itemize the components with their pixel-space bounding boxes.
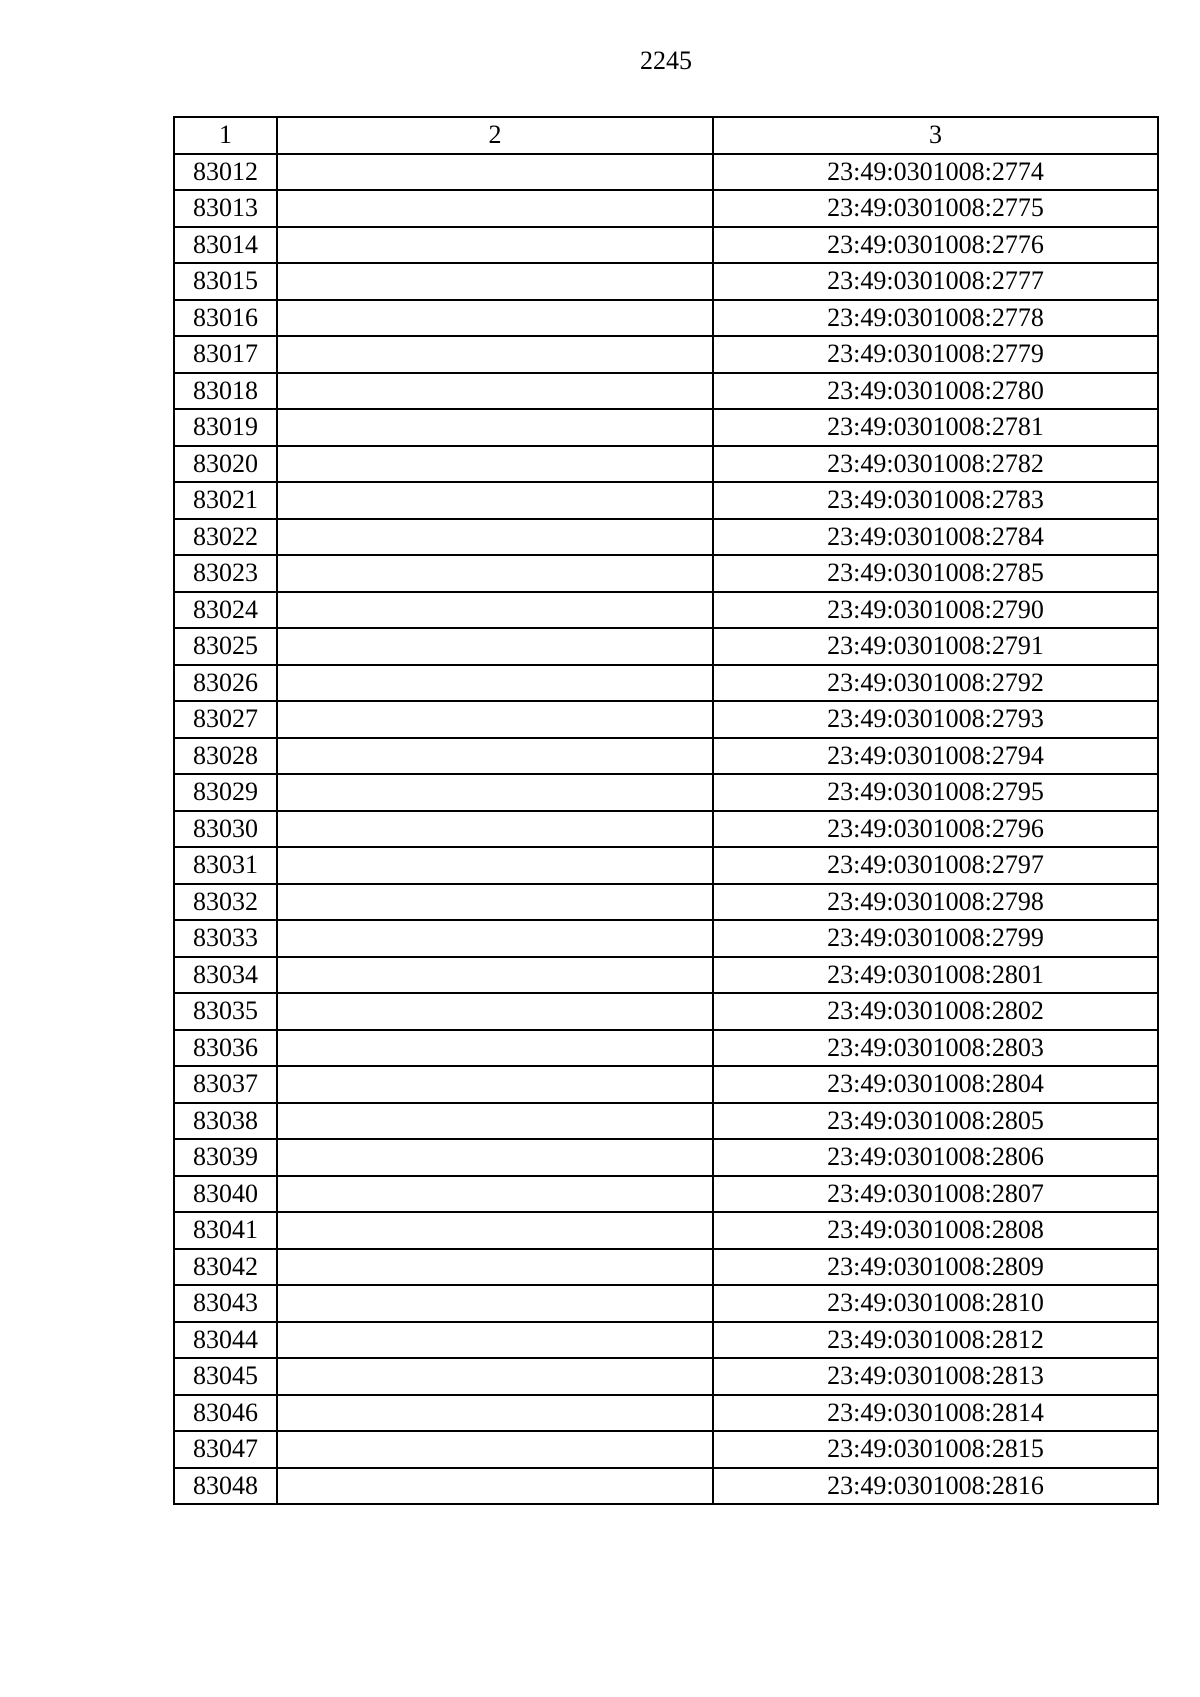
cadastral-number-cell: 23:49:0301008:2780 (713, 373, 1158, 410)
empty-cell (277, 519, 713, 556)
cadastral-number-cell: 23:49:0301008:2782 (713, 446, 1158, 483)
table-row (174, 1212, 1158, 1249)
table-row (174, 847, 1158, 884)
cadastral-number-cell: 23:49:0301008:2797 (713, 847, 1158, 884)
table-row (174, 1030, 1158, 1067)
empty-cell (277, 1322, 713, 1359)
cadastral-number-cell: 23:49:0301008:2810 (713, 1285, 1158, 1322)
table-row (174, 993, 1158, 1030)
table-row (174, 1176, 1158, 1213)
empty-cell (277, 701, 713, 738)
column-header-2: 2 (277, 117, 713, 154)
empty-cell (277, 1431, 713, 1468)
column-header-1: 1 (174, 117, 277, 154)
cadastral-number-cell: 23:49:0301008:2804 (713, 1066, 1158, 1103)
registry-table (173, 116, 1159, 1505)
table-row (174, 774, 1158, 811)
empty-cell (277, 920, 713, 957)
row-number-cell: 83031 (174, 847, 277, 884)
empty-cell (277, 1176, 713, 1213)
row-number-cell: 83025 (174, 628, 277, 665)
empty-cell (277, 1285, 713, 1322)
row-number-cell: 83021 (174, 482, 277, 519)
cadastral-number-cell: 23:49:0301008:2807 (713, 1176, 1158, 1213)
table-row (174, 665, 1158, 702)
table-row (174, 628, 1158, 665)
row-number-cell: 83024 (174, 592, 277, 629)
empty-cell (277, 446, 713, 483)
empty-cell (277, 482, 713, 519)
empty-cell (277, 884, 713, 921)
row-number-cell: 83019 (174, 409, 277, 446)
row-number-cell: 83045 (174, 1358, 277, 1395)
cadastral-number-cell: 23:49:0301008:2784 (713, 519, 1158, 556)
table-row (174, 738, 1158, 775)
empty-cell (277, 154, 713, 191)
table-row (174, 227, 1158, 264)
row-number-cell: 83018 (174, 373, 277, 410)
table-row (174, 1249, 1158, 1286)
empty-cell (277, 811, 713, 848)
empty-cell (277, 555, 713, 592)
cadastral-number-cell: 23:49:0301008:2812 (713, 1322, 1158, 1359)
page-number: 2245 (640, 46, 692, 75)
row-number-cell: 83022 (174, 519, 277, 556)
cadastral-number-cell: 23:49:0301008:2777 (713, 263, 1158, 300)
table-row (174, 957, 1158, 994)
cadastral-number-cell: 23:49:0301008:2792 (713, 665, 1158, 702)
row-number-cell: 83028 (174, 738, 277, 775)
row-number-cell: 83039 (174, 1139, 277, 1176)
empty-cell (277, 665, 713, 702)
empty-cell (277, 1212, 713, 1249)
column-header-3: 3 (713, 117, 1158, 154)
table-row (174, 409, 1158, 446)
row-number-cell: 83014 (174, 227, 277, 264)
cadastral-number-cell: 23:49:0301008:2778 (713, 300, 1158, 337)
table-row (174, 519, 1158, 556)
table-row (174, 592, 1158, 629)
table-row (174, 482, 1158, 519)
cadastral-number-cell: 23:49:0301008:2805 (713, 1103, 1158, 1140)
cadastral-number-cell: 23:49:0301008:2790 (713, 592, 1158, 629)
table-row (174, 300, 1158, 337)
cadastral-number-cell: 23:49:0301008:2814 (713, 1395, 1158, 1432)
cadastral-number-cell: 23:49:0301008:2816 (713, 1468, 1158, 1505)
empty-cell (277, 1139, 713, 1176)
row-number-cell: 83043 (174, 1285, 277, 1322)
row-number-cell: 83013 (174, 190, 277, 227)
row-number-cell: 83036 (174, 1030, 277, 1067)
table-row (174, 920, 1158, 957)
table-row (174, 1103, 1158, 1140)
row-number-cell: 83044 (174, 1322, 277, 1359)
empty-cell (277, 847, 713, 884)
row-number-cell: 83040 (174, 1176, 277, 1213)
table-row (174, 1285, 1158, 1322)
row-number-cell: 83012 (174, 154, 277, 191)
row-number-cell: 83030 (174, 811, 277, 848)
empty-cell (277, 957, 713, 994)
table-body (174, 154, 1158, 1505)
row-number-cell: 83034 (174, 957, 277, 994)
cadastral-number-cell: 23:49:0301008:2808 (713, 1212, 1158, 1249)
cadastral-number-cell: 23:49:0301008:2781 (713, 409, 1158, 446)
empty-cell (277, 227, 713, 264)
row-number-cell: 83023 (174, 555, 277, 592)
table-row (174, 1322, 1158, 1359)
table-row (174, 263, 1158, 300)
cadastral-number-cell: 23:49:0301008:2809 (713, 1249, 1158, 1286)
cadastral-number-cell: 23:49:0301008:2783 (713, 482, 1158, 519)
empty-cell (277, 300, 713, 337)
table-row (174, 555, 1158, 592)
cadastral-number-cell: 23:49:0301008:2791 (713, 628, 1158, 665)
table-row (174, 1358, 1158, 1395)
cadastral-number-cell: 23:49:0301008:2813 (713, 1358, 1158, 1395)
empty-cell (277, 1395, 713, 1432)
cadastral-number-cell: 23:49:0301008:2815 (713, 1431, 1158, 1468)
cadastral-number-cell: 23:49:0301008:2776 (713, 227, 1158, 264)
row-number-cell: 83029 (174, 774, 277, 811)
cadastral-number-cell: 23:49:0301008:2796 (713, 811, 1158, 848)
table-row (174, 373, 1158, 410)
row-number-cell: 83027 (174, 701, 277, 738)
row-number-cell: 83038 (174, 1103, 277, 1140)
table-row (174, 1431, 1158, 1468)
cadastral-number-cell: 23:49:0301008:2794 (713, 738, 1158, 775)
empty-cell (277, 1249, 713, 1286)
cadastral-number-cell: 23:49:0301008:2785 (713, 555, 1158, 592)
row-number-cell: 83026 (174, 665, 277, 702)
cadastral-number-cell: 23:49:0301008:2801 (713, 957, 1158, 994)
table-row (174, 1066, 1158, 1103)
empty-cell (277, 1030, 713, 1067)
empty-cell (277, 738, 713, 775)
empty-cell (277, 1103, 713, 1140)
table-row (174, 1468, 1158, 1505)
table-row (174, 336, 1158, 373)
row-number-cell: 83016 (174, 300, 277, 337)
row-number-cell: 83035 (174, 993, 277, 1030)
empty-cell (277, 409, 713, 446)
row-number-cell: 83041 (174, 1212, 277, 1249)
empty-cell (277, 336, 713, 373)
table-row (174, 701, 1158, 738)
row-number-cell: 83047 (174, 1431, 277, 1468)
cadastral-number-cell: 23:49:0301008:2803 (713, 1030, 1158, 1067)
table-row (174, 1395, 1158, 1432)
empty-cell (277, 190, 713, 227)
empty-cell (277, 628, 713, 665)
table-row (174, 884, 1158, 921)
row-number-cell: 83048 (174, 1468, 277, 1505)
empty-cell (277, 592, 713, 629)
row-number-cell: 83042 (174, 1249, 277, 1286)
cadastral-number-cell: 23:49:0301008:2798 (713, 884, 1158, 921)
empty-cell (277, 1468, 713, 1505)
empty-cell (277, 774, 713, 811)
cadastral-number-cell: 23:49:0301008:2775 (713, 190, 1158, 227)
cadastral-number-cell: 23:49:0301008:2774 (713, 154, 1158, 191)
table-row (174, 811, 1158, 848)
empty-cell (277, 263, 713, 300)
row-number-cell: 83037 (174, 1066, 277, 1103)
empty-cell (277, 993, 713, 1030)
cadastral-number-cell: 23:49:0301008:2795 (713, 774, 1158, 811)
cadastral-number-cell: 23:49:0301008:2779 (713, 336, 1158, 373)
empty-cell (277, 1358, 713, 1395)
empty-cell (277, 373, 713, 410)
row-number-cell: 83020 (174, 446, 277, 483)
empty-cell (277, 1066, 713, 1103)
table-row (174, 190, 1158, 227)
table-row (174, 446, 1158, 483)
row-number-cell: 83033 (174, 920, 277, 957)
row-number-cell: 83032 (174, 884, 277, 921)
table-header-row (174, 117, 1158, 154)
cadastral-number-cell: 23:49:0301008:2806 (713, 1139, 1158, 1176)
cadastral-number-cell: 23:49:0301008:2793 (713, 701, 1158, 738)
cadastral-number-cell: 23:49:0301008:2802 (713, 993, 1158, 1030)
table-row (174, 154, 1158, 191)
cadastral-number-cell: 23:49:0301008:2799 (713, 920, 1158, 957)
row-number-cell: 83046 (174, 1395, 277, 1432)
row-number-cell: 83017 (174, 336, 277, 373)
table-row (174, 1139, 1158, 1176)
row-number-cell: 83015 (174, 263, 277, 300)
